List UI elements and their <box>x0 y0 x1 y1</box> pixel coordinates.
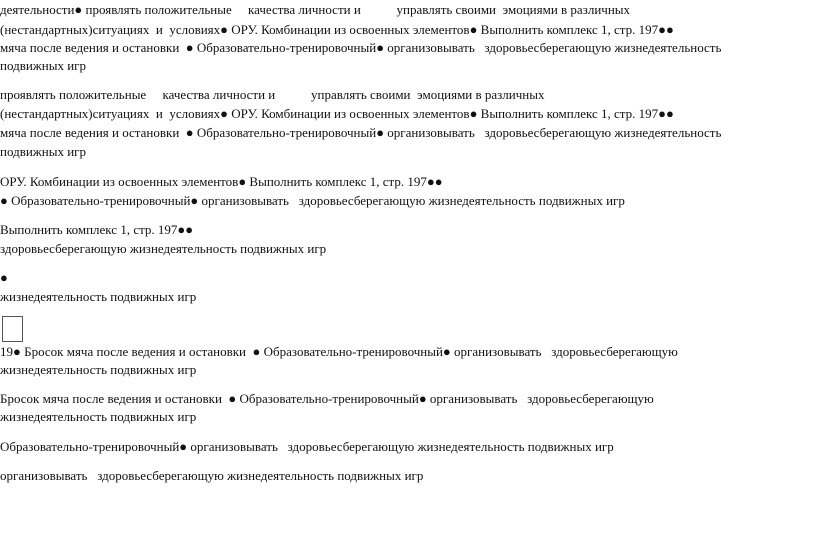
text-line: ОРУ. Комбинации из освоенных элементов● Выполнить комплекс 1, стр. 197●● <box>0 174 443 189</box>
text-line: деятельности● проявлять положительные качества личности и управлять своими эмоциями в различных <box>0 2 631 17</box>
text-line: подвижных игр <box>0 58 87 73</box>
text-line: жизнедеятельность подвижных игр <box>0 409 197 424</box>
empty-box <box>2 316 23 342</box>
bullet-glyph: ● <box>0 270 8 285</box>
text-line: здоровьесберегающую жизнедеятельность подвижных игр <box>0 241 327 256</box>
text-line: подвижных игр <box>0 144 87 159</box>
text-line: (нестандартных)ситуациях и условиях● ОРУ. Комбинации из освоенных элементов● Выполнить комплекс 1, стр. 197●● <box>0 106 674 121</box>
text-line: жизнедеятельность подвижных игр <box>0 289 197 304</box>
text-line: жизнедеятельность подвижных игр <box>0 362 197 377</box>
text-line: Бросок мяча после ведения и остановки ● Образовательно-тренировочный● организовывать здоровьесберегающую <box>0 391 654 406</box>
text-line: организовывать здоровьесберегающую жизнедеятельность подвижных игр <box>0 468 424 483</box>
text-line: мяча после ведения и остановки ● Образовательно-тренировочный● организовывать здоровьесберегающую жизнедеятельность <box>0 125 722 140</box>
text-line: мяча после ведения и остановки ● Образовательно-тренировочный● организовывать здоровьесберегающую жизнедеятельность <box>0 40 722 55</box>
text-line: Выполнить комплекс 1, стр. 197●● <box>0 222 194 237</box>
text-line: (нестандартных)ситуациях и условиях● ОРУ. Комбинации из освоенных элементов● Выполнить комплекс 1, стр. 197●● <box>0 22 674 37</box>
text-line: ● Образовательно-тренировочный● организовывать здоровьесберегающую жизнедеятельность подвижных игр <box>0 193 625 208</box>
text-line: Образовательно-тренировочный● организовывать здоровьесберегающую жизнедеятельность подвижных игр <box>0 439 614 454</box>
text-line: 19● Бросок мяча после ведения и остановки ● Образовательно-тренировочный● организовывать здоровьесберегающую <box>0 344 678 359</box>
text-line: проявлять положительные качества личности и управлять своими эмоциями в различных <box>0 87 545 102</box>
